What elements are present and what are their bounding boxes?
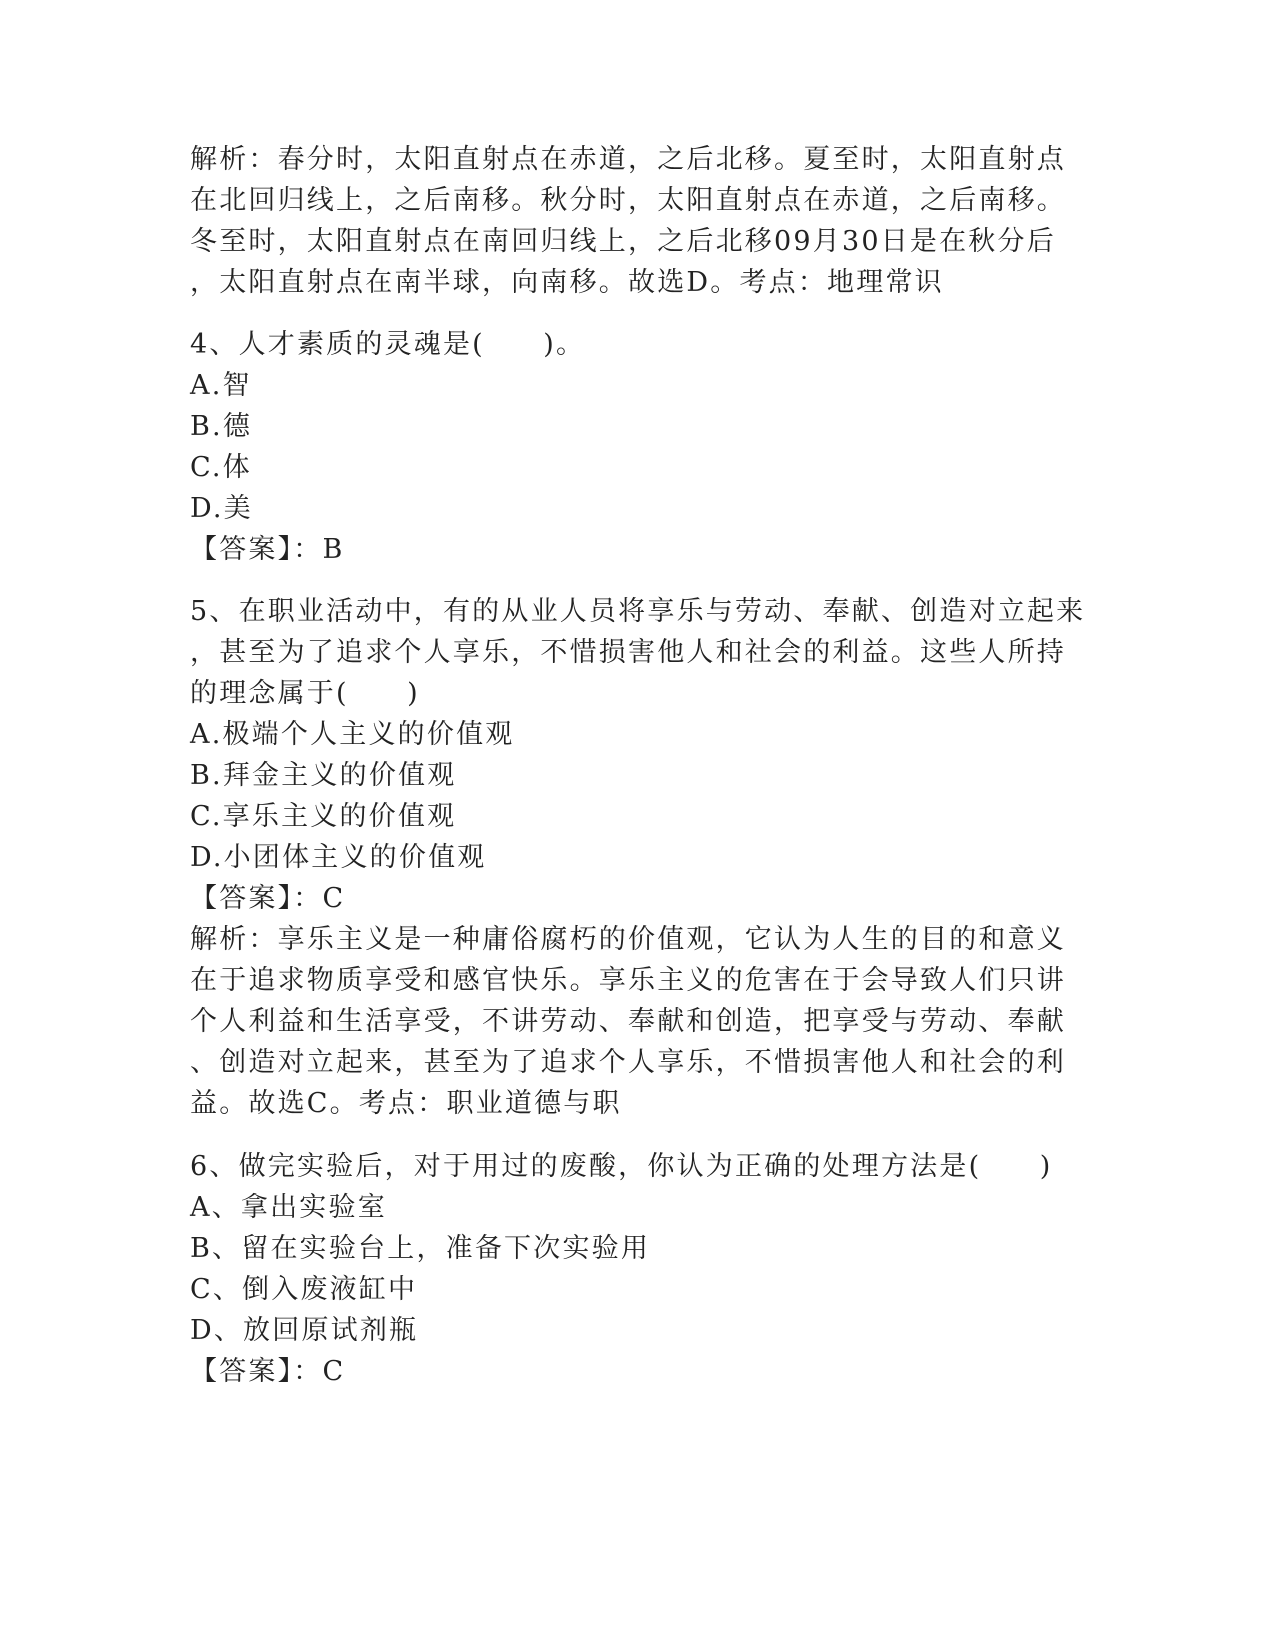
analysis-line: 解析：享乐主义是一种庸俗腐朽的价值观，它认为人生的目的和意义: [190, 924, 1066, 955]
option-a: A.智: [190, 370, 252, 401]
question-stem: 4、人才素质的灵魂是( )。: [190, 329, 586, 360]
option-a: A、拿出实验室: [190, 1192, 387, 1223]
analysis-line: 解析：春分时，太阳直射点在赤道，之后北移。夏至时，太阳直射点: [190, 144, 1066, 175]
analysis-line: 个人利益和生活享受，不讲劳动、奉献和创造，把享受与劳动、奉献: [190, 1006, 1066, 1037]
question-stem: 5、在职业活动中，有的从业人员将享乐与劳动、奉献、创造对立起来: [190, 596, 1086, 627]
option-d: D.小团体主义的价值观: [190, 842, 487, 873]
analysis-line: 、创造对立起来，甚至为了追求个人享乐，不惜损害他人和社会的利: [190, 1047, 1066, 1078]
question-stem: ，甚至为了追求个人享乐，不惜损害他人和社会的利益。这些人所持: [190, 637, 1066, 668]
answer: 【答案】：C: [190, 1356, 346, 1387]
option-d: D.美: [190, 493, 253, 524]
analysis-line: 在北回归线上，之后南移。秋分时，太阳直射点在赤道，之后南移。: [190, 185, 1066, 216]
analysis-line: 冬至时，太阳直射点在南回归线上，之后北移09月30日是在秋分后: [190, 226, 1056, 257]
question-stem: 的理念属于( ): [190, 678, 420, 709]
option-b: B.德: [190, 411, 253, 442]
option-b: B、留在实验台上，准备下次实验用: [190, 1233, 651, 1264]
analysis-line: 益。故选C。考点：职业道德与职: [190, 1088, 622, 1119]
option-b: B.拜金主义的价值观: [190, 760, 457, 791]
option-c: C、倒入废液缸中: [190, 1274, 418, 1305]
answer: 【答案】：B: [190, 534, 345, 565]
option-a: A.极端个人主义的价值观: [190, 719, 515, 750]
analysis-line: 在于追求物质享受和感官快乐。享乐主义的危害在于会导致人们只讲: [190, 965, 1066, 996]
question-stem: 6、做完实验后，对于用过的废酸，你认为正确的处理方法是( ): [190, 1151, 1053, 1182]
analysis-line: ，太阳直射点在南半球，向南移。故选D。考点：地理常识: [190, 267, 944, 298]
option-c: C.享乐主义的价值观: [190, 801, 457, 832]
option-d: D、放回原试剂瓶: [190, 1315, 419, 1346]
option-c: C.体: [190, 452, 252, 483]
answer: 【答案】：C: [190, 883, 346, 914]
